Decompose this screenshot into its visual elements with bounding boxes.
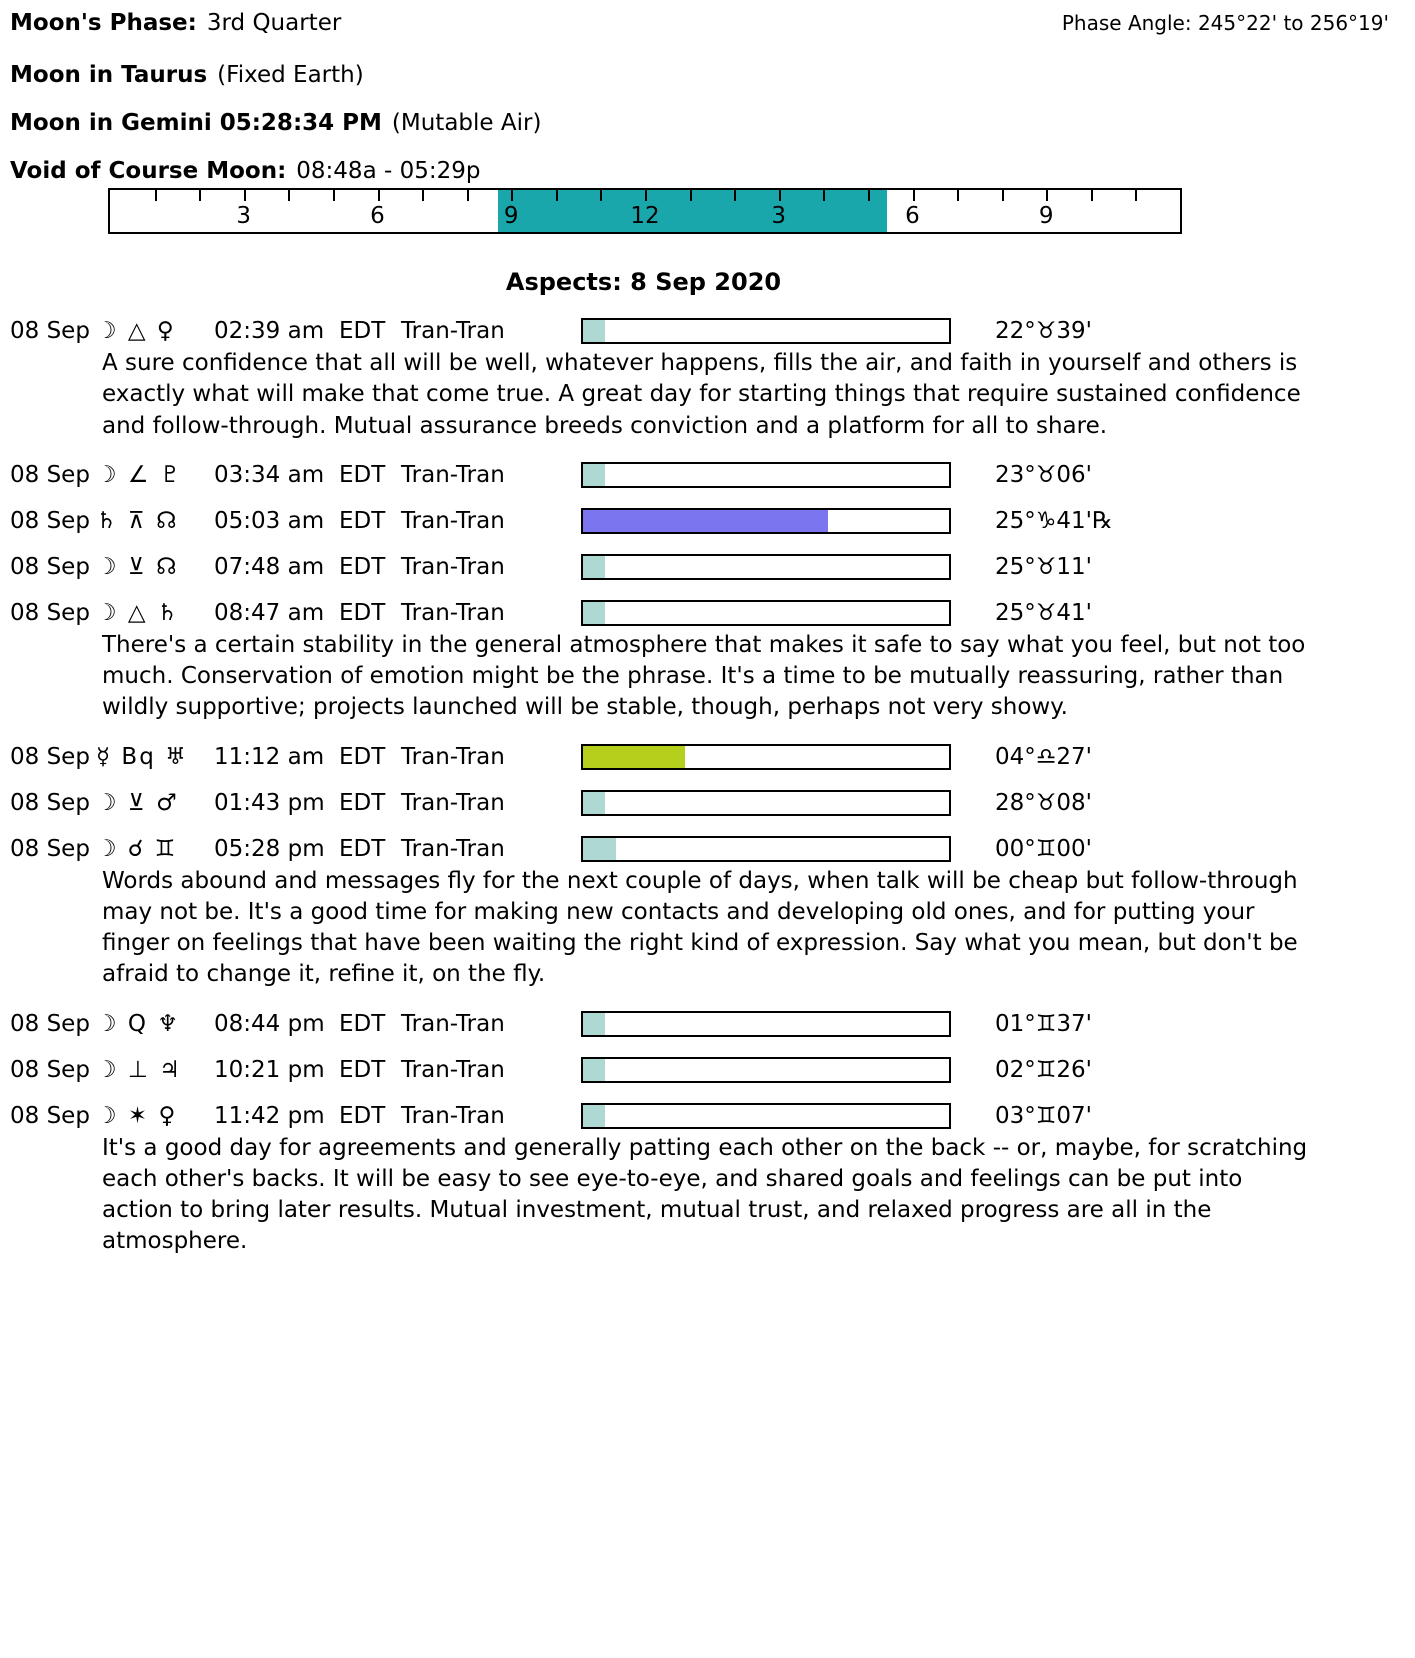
aspect-glyphs: ☽ ⊻ ☊ [96,553,179,580]
aspect-description: Words abound and messages fly for the next couple of days, when talk will be cheap but follow-through may not be. It's a good time for making new contacts and developing old ones, and for putting your finger on feelings that have been waiting the right kind of expression. Say what you mean, but don't be afraid to change it, refine it, on the fly. [102,867,1298,988]
aspect-time: 02:39 am [214,318,325,344]
moon-sign-row [10,62,1397,88]
aspect-date: 08 Sep [10,318,90,344]
aspect-transit-type: Tran-Tran [401,789,505,816]
aspect-row[interactable] [10,1011,1397,1037]
aspect-date: 08 Sep [10,835,90,862]
void-of-course-row [10,158,1397,184]
aspect-glyphs: ☽ ⊥ ♃ [96,1056,182,1083]
aspect-entry [10,1057,1397,1083]
void-of-course-timeline [108,188,1182,234]
aspect-strength-bar-fill [583,838,616,860]
timeline-tick [645,190,647,201]
aspect-row[interactable] [10,508,1397,534]
aspect-row[interactable] [10,318,1397,344]
timeline-tick [823,190,825,201]
aspect-row[interactable] [10,1057,1397,1083]
aspect-position: 28°♉08' [995,789,1092,816]
timeline-tick [556,190,558,201]
timeline-hour-label: 3 [771,203,787,229]
timeline-tick [1046,190,1048,201]
timeline-tick [467,190,469,201]
aspect-strength-bar [581,554,951,580]
aspect-timezone: EDT [339,507,386,534]
aspect-transit-type: Tran-Tran [401,318,505,344]
aspect-timezone: EDT [339,599,386,626]
aspect-description: It's a good day for agreements and generally patting each other on the back -- or, maybe, for scratching each other's backs. It will be easy to see eye-to-eye, and shared goals and feelings can be put into action to bring later results. Mutual investment, mutual trust, and relaxed progress are all in the atmosphere. [102,1134,1308,1255]
aspect-time: 11:42 pm [214,1102,325,1129]
aspect-strength-bar [581,462,951,488]
aspect-transit-type: Tran-Tran [401,507,505,534]
aspect-time: 05:28 pm [214,835,325,862]
aspect-glyphs: ☿ Bq ♅ [96,743,188,770]
aspect-entry [10,554,1397,580]
moon-ingress-row [10,110,1397,136]
moon-phase-label: Moon's Phase: [10,10,197,36]
aspects-title: Aspects: 8 Sep 2020 [505,268,782,296]
aspect-transit-type: Tran-Tran [401,461,505,488]
aspect-date: 08 Sep [10,461,90,488]
timeline-tick [868,190,870,201]
timeline-tick [244,190,246,201]
phase-angle-value: Phase Angle: 245°22' to 256°19' [1061,11,1389,35]
timeline-hour-label: 3 [236,203,252,229]
aspect-strength-bar [581,1057,951,1083]
aspect-timezone: EDT [339,1010,386,1037]
timeline-tick [333,190,335,201]
timeline-tick [288,190,290,201]
moon-ingress-modality: (Mutable Air) [391,110,542,136]
aspect-strength-bar [581,744,951,770]
timeline-tick [690,190,692,201]
aspect-position: 02°♊26' [995,1056,1092,1083]
aspect-row[interactable] [10,554,1397,580]
aspect-strength-bar [581,508,951,534]
aspect-description: A sure confidence that all will be well, whatever happens, fills the air, and faith in yourself and others is exactly what will make that come true. A great day for starting things that require sustained confidence and follow-through. Mutual assurance breeds conviction and a platform for all to share. [102,350,1301,439]
aspect-glyphs: ♄ ⊼ ☊ [96,507,179,534]
aspect-position: 03°♊07' [995,1102,1092,1129]
aspect-time: 08:47 am [214,599,325,626]
aspect-position: 04°♎27' [995,743,1092,770]
moon-sign-label: Moon in Taurus [10,62,208,88]
aspect-transit-type: Tran-Tran [401,1102,505,1129]
aspect-strength-bar-fill [583,746,685,768]
aspect-strength-bar [581,600,951,626]
aspect-time: 01:43 pm [214,789,325,816]
timeline-tick [422,190,424,201]
retrograde-icon: ℞ [1091,507,1113,534]
aspect-entry [10,318,1397,442]
void-of-course-value: 08:48a - 05:29p [296,158,481,184]
aspect-date: 08 Sep [10,507,90,534]
aspect-entry [10,744,1397,770]
aspect-date: 08 Sep [10,1056,90,1083]
aspect-transit-type: Tran-Tran [401,835,505,862]
aspect-entry [10,508,1397,534]
aspect-time: 11:12 am [214,743,325,770]
timeline-tick [600,190,602,201]
aspect-position: 25°♉41' [995,599,1092,626]
aspect-timezone: EDT [339,318,386,344]
aspect-timezone: EDT [339,461,386,488]
aspect-transit-type: Tran-Tran [401,599,505,626]
timeline-tick [1091,190,1093,201]
aspect-timezone: EDT [339,789,386,816]
aspect-position: 01°♊37' [995,1010,1092,1037]
aspect-glyphs: ☽ △ ♄ [96,599,180,626]
aspect-timezone: EDT [339,1056,386,1083]
aspect-row[interactable] [10,836,1397,862]
aspect-strength-bar [581,790,951,816]
timeline-tick [511,190,513,201]
aspect-entry [10,600,1397,724]
aspect-entry [10,790,1397,816]
aspect-strength-bar-fill [583,792,605,814]
aspect-glyphs: ☽ △ ♀ [96,318,176,344]
aspect-entry [10,836,1397,991]
aspect-date: 08 Sep [10,789,90,816]
aspect-time: 05:03 am [214,507,325,534]
timeline-tick [1135,190,1137,201]
aspect-description: There's a certain stability in the general atmosphere that makes it safe to say what you feel, but not too much. Conservation of emotion might be the phrase. It's a time to be mutually reassuring, rather than wildly supportive; projects launched will be stable, though, perhaps not very showy. [102,631,1306,721]
void-of-course-timeline-wrap [10,188,1397,234]
aspect-strength-bar [581,1011,951,1037]
timeline-tick [913,190,915,201]
aspect-glyphs: ☽ ☌ ♊ [96,835,178,862]
aspect-timezone: EDT [339,1102,386,1129]
aspect-time: 10:21 pm [214,1056,325,1083]
aspect-strength-bar-fill [583,464,605,486]
aspect-date: 08 Sep [10,743,90,770]
moon-phase-row [10,10,1397,36]
aspect-glyphs: ☽ Q ♆ [96,1010,180,1037]
aspect-transit-type: Tran-Tran [401,553,505,580]
aspect-date: 08 Sep [10,1010,90,1037]
aspect-list [10,318,1397,1258]
aspect-row[interactable] [10,600,1397,626]
aspect-strength-bar-fill [583,556,605,578]
aspect-date: 08 Sep [10,599,90,626]
aspect-position: 25°♉11' [995,553,1092,580]
aspect-transit-type: Tran-Tran [401,1056,505,1083]
moon-ingress-label: Moon in Gemini 05:28:34 PM [10,110,382,136]
aspect-strength-bar [581,318,951,344]
aspect-strength-bar-fill [583,1059,605,1081]
moon-sign-modality: (Fixed Earth) [217,62,364,88]
timeline-hour-label: 9 [1038,203,1054,229]
timeline-hour-label: 9 [503,203,519,229]
timeline-tick [378,190,380,201]
aspect-transit-type: Tran-Tran [401,1010,505,1037]
aspect-strength-bar [581,1103,951,1129]
aspect-position: 22°♉39' [995,318,1092,344]
aspect-position: 00°♊00' [995,835,1092,862]
aspect-glyphs: ☽ ∠ ♇ [96,461,183,488]
aspect-strength-bar-fill [583,1105,605,1127]
aspect-transit-type: Tran-Tran [401,743,505,770]
aspect-time: 03:34 am [214,461,325,488]
aspect-entry [10,1011,1397,1037]
timeline-tick [779,190,781,201]
timeline-hour-label: 6 [905,203,920,229]
aspect-timezone: EDT [339,743,386,770]
void-of-course-label: Void of Course Moon: [10,158,287,184]
timeline-hour-label: 6 [370,203,385,229]
aspect-strength-bar-fill [583,320,605,342]
aspect-row[interactable] [10,462,1397,488]
timeline-tick [957,190,959,201]
aspect-row[interactable] [10,1103,1397,1129]
aspect-strength-bar-fill [583,602,605,624]
moon-phase-value: 3rd Quarter [206,10,342,36]
aspect-glyphs: ☽ ⊻ ♂ [96,789,179,816]
aspect-strength-bar-fill [583,1013,605,1035]
timeline-tick [155,190,157,201]
aspect-glyphs: ☽ ✶ ♀ [96,1102,178,1129]
aspect-strength-bar-fill [583,510,828,532]
aspect-timezone: EDT [339,835,386,862]
aspect-position: 25°♑41' [995,507,1092,534]
timeline-tick [734,190,736,201]
aspect-row[interactable] [10,744,1397,770]
aspect-time: 08:44 pm [214,1010,325,1037]
timeline-hour-label: 12 [630,203,660,229]
aspect-date: 08 Sep [10,1102,90,1129]
aspect-strength-bar [581,836,951,862]
aspect-date: 08 Sep [10,553,90,580]
timeline-tick [199,190,201,201]
aspect-entry [10,1103,1397,1258]
aspect-timezone: EDT [339,553,386,580]
aspect-position: 23°♉06' [995,461,1092,488]
aspect-time: 07:48 am [214,553,325,580]
aspect-row[interactable] [10,790,1397,816]
timeline-tick [1002,190,1004,201]
aspect-entry [10,462,1397,488]
